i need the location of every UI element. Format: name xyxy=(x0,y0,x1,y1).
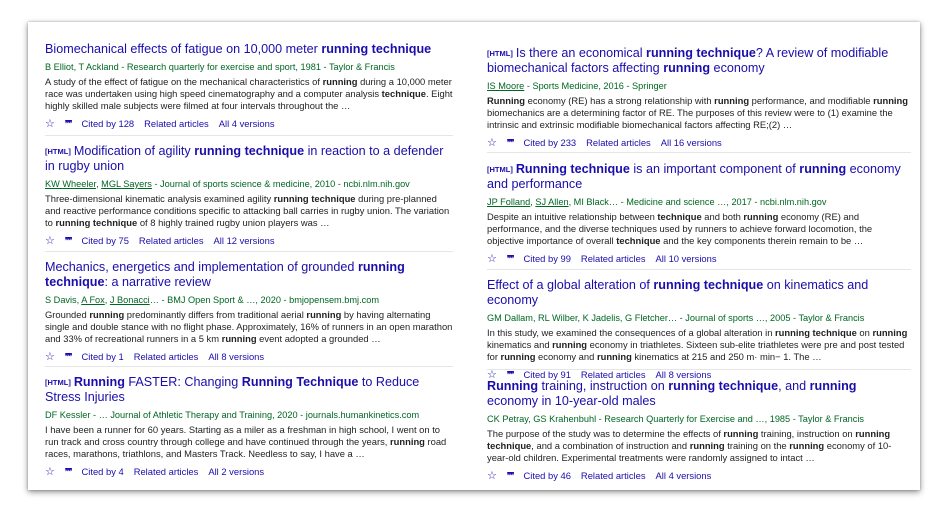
source-text: - Sports Medicine, 2016 - Springer xyxy=(524,81,667,91)
snippet-text: running xyxy=(689,440,725,451)
result-title-link[interactable] xyxy=(45,375,453,405)
result-actions xyxy=(45,117,453,130)
html-tag: [HTML] xyxy=(45,378,71,387)
result-title-link[interactable] xyxy=(45,144,453,174)
html-tag: [HTML] xyxy=(45,147,71,156)
author-link[interactable]: IS Moore xyxy=(487,81,525,91)
snippet-text: running xyxy=(89,309,125,320)
snippet-text: running technique xyxy=(487,428,891,451)
title-text: economy and performance xyxy=(487,162,901,191)
snippet-text: economy (RE) has a strong relationship with xyxy=(525,95,715,106)
result-title-link[interactable] xyxy=(45,260,453,290)
search-result xyxy=(45,260,453,363)
related-articles-link[interactable]: Related articles xyxy=(580,470,646,481)
quote-icon[interactable]: ❞❞ xyxy=(506,471,514,480)
star-icon[interactable]: ☆ xyxy=(45,118,55,130)
all-versions-link[interactable]: All 10 versions xyxy=(655,253,717,264)
snippet-text: kinematics at 215 and 250 m· min− 1. The … xyxy=(631,351,822,362)
result-title-link[interactable] xyxy=(487,379,911,409)
snippet-text: running xyxy=(789,440,825,451)
html-tag: [HTML] xyxy=(487,49,513,58)
related-articles-link[interactable]: Related articles xyxy=(580,369,646,380)
snippet-text: . Eight highly skilled male subjects were filmed at four intervals throughout the … xyxy=(45,88,453,111)
snippet-text: Three-dimensional kinematic analysis examined agility xyxy=(45,193,274,204)
title-text: Running xyxy=(73,375,125,389)
snippet-text: running technique xyxy=(273,193,356,204)
snippet-text: and the key components therein remain to be … xyxy=(660,235,864,246)
result-source xyxy=(487,196,911,208)
star-icon[interactable]: ☆ xyxy=(487,137,497,149)
author-link[interactable]: KW Wheeler xyxy=(45,179,97,189)
snippet-text: running xyxy=(306,309,342,320)
title-text: ? A review of modifiable biomechanical factors affecting xyxy=(487,46,889,75)
snippet-text: biomechanics are a determining factor of RE. The purposes of this review were to (1) examine the intrinsic and extrinsic modifiable biomechanical factors affecting RE;(2) … xyxy=(487,107,893,130)
snippet-text: and both xyxy=(701,211,744,222)
title-text: running technique xyxy=(194,144,305,158)
snippet-text: In this study, we examined the consequences of a global alteration in xyxy=(487,327,776,338)
source-text: CK Petray, GS Krahenbuhl - Research Quarterly for Exercise and …, 1985 - Taylor & Francis xyxy=(487,414,865,424)
result-source xyxy=(487,312,911,324)
html-tag: [HTML] xyxy=(487,165,513,174)
snippet-text: running technique xyxy=(775,327,857,338)
cited-by-link[interactable]: Cited by 99 xyxy=(523,253,571,264)
title-text: FASTER: Changing xyxy=(124,375,242,389)
result-title-link[interactable] xyxy=(487,162,911,192)
search-result xyxy=(487,379,911,482)
result-source xyxy=(45,409,453,421)
source-text: , xyxy=(104,295,110,305)
snippet-text: of 8 highly trained rugby union players was … xyxy=(137,217,330,228)
title-text: running technique xyxy=(646,46,756,60)
title-text: economy in 10-year-old males xyxy=(487,394,656,408)
result-snippet xyxy=(487,211,911,247)
star-icon[interactable]: ☆ xyxy=(487,470,497,482)
search-result xyxy=(487,278,911,381)
result-source xyxy=(487,80,911,92)
quote-icon[interactable]: ❞❞ xyxy=(64,467,72,476)
title-text: economy xyxy=(710,61,765,75)
cited-by-link[interactable]: Cited by 91 xyxy=(523,369,571,380)
result-actions xyxy=(487,469,911,482)
result-divider xyxy=(45,135,453,136)
snippet-text: economy (RE) and performance, and the diverse techniques used by runners to achieve forward locomotion, the objective importance of overall xyxy=(487,211,873,246)
title-text: Mechanics, energetics and implementation of grounded xyxy=(45,260,358,274)
source-text: - Research quarterly for exercise and sport, 1981 - Taylor & Francis xyxy=(118,62,395,72)
cited-by-link[interactable]: Cited by 128 xyxy=(81,118,135,129)
source-text: , xyxy=(96,179,102,189)
result-title-link[interactable] xyxy=(487,46,911,76)
source-text: , MI Black… - Medicine and science …, 2017 - ncbi.nlm.nih.gov xyxy=(568,197,827,207)
star-icon[interactable]: ☆ xyxy=(45,351,55,363)
author-link[interactable]: J Bonacci xyxy=(109,295,150,305)
star-icon[interactable]: ☆ xyxy=(487,253,497,265)
result-title-link[interactable] xyxy=(45,42,453,57)
snippet-text: running xyxy=(390,436,425,447)
title-text: : a narrative review xyxy=(104,275,211,289)
search-result xyxy=(487,162,911,265)
snippet-text: by having alternating single and double stance with no flight phase. Approximately, 16% of runners in an open marathon and 33% of recreational runners in a 5 km xyxy=(45,309,453,344)
snippet-text: predominantly differs from traditional aerial xyxy=(124,309,307,320)
snippet-text: running xyxy=(873,95,908,106)
author-link[interactable]: SJ Allen xyxy=(535,197,569,207)
result-divider xyxy=(45,366,453,367)
title-text: Running Technique xyxy=(241,375,359,389)
snippet-text: running xyxy=(743,211,779,222)
snippet-text: running xyxy=(552,339,588,350)
quote-icon[interactable]: ❞❞ xyxy=(506,370,514,379)
snippet-text: running xyxy=(723,428,759,439)
result-divider xyxy=(487,152,911,153)
title-text: on kinematics and economy xyxy=(487,278,869,307)
snippet-text: The purpose of the study was to determine the effects of xyxy=(487,428,724,439)
quote-icon[interactable]: ❞❞ xyxy=(64,352,72,361)
title-text: training, instruction on xyxy=(538,379,669,393)
quote-icon[interactable]: ❞❞ xyxy=(506,254,514,263)
all-versions-link[interactable]: All 2 versions xyxy=(208,466,265,477)
result-snippet xyxy=(487,428,911,464)
author-link[interactable]: A Fox xyxy=(81,295,105,305)
author-link[interactable]: MGL Sayers xyxy=(101,179,152,189)
star-icon[interactable]: ☆ xyxy=(45,235,55,247)
snippet-text: performance, and modifiable xyxy=(749,95,874,106)
title-text: to Reduce Stress Injuries xyxy=(45,375,420,404)
result-actions xyxy=(45,234,453,247)
snippet-text: technique xyxy=(657,211,702,222)
source-text: - Journal of sports science & medicine, 2010 - ncbi.nlm.nih.gov xyxy=(151,179,410,189)
snippet-text: training, instruction on xyxy=(758,428,856,439)
title-text: , and xyxy=(778,379,810,393)
source-text: - … Journal of Athletic Therapy and Training, 2020 - journals.humankinetics.com xyxy=(90,410,420,420)
snippet-text: running xyxy=(596,351,632,362)
result-snippet xyxy=(45,76,453,112)
title-text: Is there an economical xyxy=(515,46,647,60)
cited-by-link[interactable]: Cited by 46 xyxy=(523,470,571,481)
snippet-text: training on the xyxy=(724,440,790,451)
star-icon[interactable]: ☆ xyxy=(45,466,55,478)
snippet-text: running xyxy=(872,327,908,338)
result-source xyxy=(45,178,453,190)
source-text: … - BMJ Open Sport & …, 2020 - bmjopensem.bmj.com xyxy=(149,295,379,305)
snippet-text: I have been a runner for 60 years. Starting as a miler as a freshman in high school, I went on to run track and cross country through college and have continued through the years, xyxy=(45,424,441,447)
snippet-text: running xyxy=(500,351,536,362)
title-text: running technique xyxy=(653,278,764,292)
snippet-text: running xyxy=(221,333,257,344)
related-articles-link[interactable]: Related articles xyxy=(586,137,651,148)
source-text: GM Dallam, RL Wilber, K Jadelis, G Fletcher… - Journal of sports …, 2005 - Taylor & Francis xyxy=(487,313,865,323)
snippet-text: economy and xyxy=(535,351,597,362)
source-text: B Elliot, T Ackland xyxy=(45,62,119,72)
result-title-link[interactable] xyxy=(487,278,911,308)
all-versions-link[interactable]: All 16 versions xyxy=(660,137,722,148)
all-versions-link[interactable]: All 8 versions xyxy=(655,369,712,380)
snippet-text: on xyxy=(856,327,873,338)
quote-icon[interactable]: ❞❞ xyxy=(64,119,72,128)
result-snippet xyxy=(45,309,453,345)
cited-by-link[interactable]: Cited by 4 xyxy=(81,466,124,477)
snippet-text: kinematics and xyxy=(487,339,553,350)
snippet-text: Despite an intuitive relationship between xyxy=(487,211,658,222)
search-result xyxy=(487,46,911,149)
source-text: , xyxy=(530,197,536,207)
cited-by-link[interactable]: Cited by 233 xyxy=(523,137,577,148)
search-result xyxy=(45,375,453,478)
title-text: running xyxy=(663,61,711,75)
related-articles-link[interactable]: Related articles xyxy=(133,351,199,362)
related-articles-link[interactable]: Related articles xyxy=(133,466,199,477)
snippet-text: economy in triathletes. Sixteen sub-elite triathletes were pre and post tested for xyxy=(487,339,905,362)
result-actions xyxy=(487,136,911,149)
related-articles-link[interactable]: Related articles xyxy=(138,235,204,246)
result-actions xyxy=(45,350,453,363)
search-result xyxy=(45,42,453,130)
title-text: Effect of a global alteration of xyxy=(487,278,654,292)
title-text: Modification of agility xyxy=(73,144,195,158)
cited-by-link[interactable]: Cited by 1 xyxy=(81,351,124,362)
all-versions-link[interactable]: All 4 versions xyxy=(218,118,275,129)
snippet-text: Running xyxy=(487,95,526,106)
result-snippet xyxy=(487,327,911,363)
title-text: running technique xyxy=(668,379,779,393)
title-text: running technique xyxy=(321,42,432,56)
snippet-text: during a 10,000 meter race was undertaken using high speed cinematography and a computer analysis xyxy=(45,76,452,99)
snippet-text: , and a combination of instruction and xyxy=(531,440,690,451)
quote-icon[interactable]: ❞❞ xyxy=(64,236,72,245)
snippet-text: event adopted a grounded … xyxy=(256,333,381,344)
related-articles-link[interactable]: Related articles xyxy=(144,118,209,129)
all-versions-link[interactable]: All 4 versions xyxy=(655,470,712,481)
snippet-text: running xyxy=(714,95,750,106)
snippet-text: A study of the effect of fatigue on the mechanical characteristics of xyxy=(45,76,323,87)
result-snippet xyxy=(487,95,911,131)
result-source xyxy=(45,294,453,306)
title-text: running technique xyxy=(45,260,405,289)
snippet-text: Grounded xyxy=(45,309,90,320)
snippet-text: running xyxy=(322,76,358,87)
snippet-text: economy of 10-year-old children. Experimental treatments were randomly assigned to intact … xyxy=(487,440,892,463)
title-text: in reaction to a defender in rugby union xyxy=(45,144,444,173)
author-link[interactable]: JP Folland xyxy=(487,197,531,207)
results-page xyxy=(28,22,920,490)
snippet-text: technique xyxy=(381,88,426,99)
source-text: DF Kessler xyxy=(45,410,91,420)
title-text: running xyxy=(799,162,847,176)
title-text: Running technique xyxy=(515,162,630,176)
all-versions-link[interactable]: All 12 versions xyxy=(213,235,275,246)
title-text: Biomechanical effects of fatigue on 10,000 meter xyxy=(45,42,322,56)
star-icon[interactable]: ☆ xyxy=(487,369,497,381)
all-versions-link[interactable]: All 8 versions xyxy=(208,351,265,362)
title-text: Running xyxy=(487,379,539,393)
quote-icon[interactable]: ❞❞ xyxy=(506,138,514,147)
title-text: is an important component of xyxy=(629,162,800,176)
snippet-text: technique xyxy=(616,235,661,246)
result-snippet xyxy=(45,424,453,460)
title-text: running xyxy=(809,379,857,393)
snippet-text: running technique xyxy=(55,217,138,228)
source-text: S Davis, xyxy=(45,295,82,305)
snippet-text: road races, marathons, triathlons, and Masters Track. Needless to say, I have a … xyxy=(45,436,447,459)
result-actions xyxy=(487,252,911,265)
result-divider xyxy=(45,251,453,252)
cited-by-link[interactable]: Cited by 75 xyxy=(81,235,129,246)
result-source xyxy=(45,61,453,73)
result-actions xyxy=(45,465,453,478)
result-source xyxy=(487,413,911,425)
result-snippet xyxy=(45,193,453,229)
related-articles-link[interactable]: Related articles xyxy=(580,253,646,264)
snippet-text: during pre-planned and reactive performance conditions specific to attacking ball carries in rugby union. The variation to xyxy=(45,193,450,228)
result-divider xyxy=(487,269,911,270)
search-result xyxy=(45,144,453,247)
